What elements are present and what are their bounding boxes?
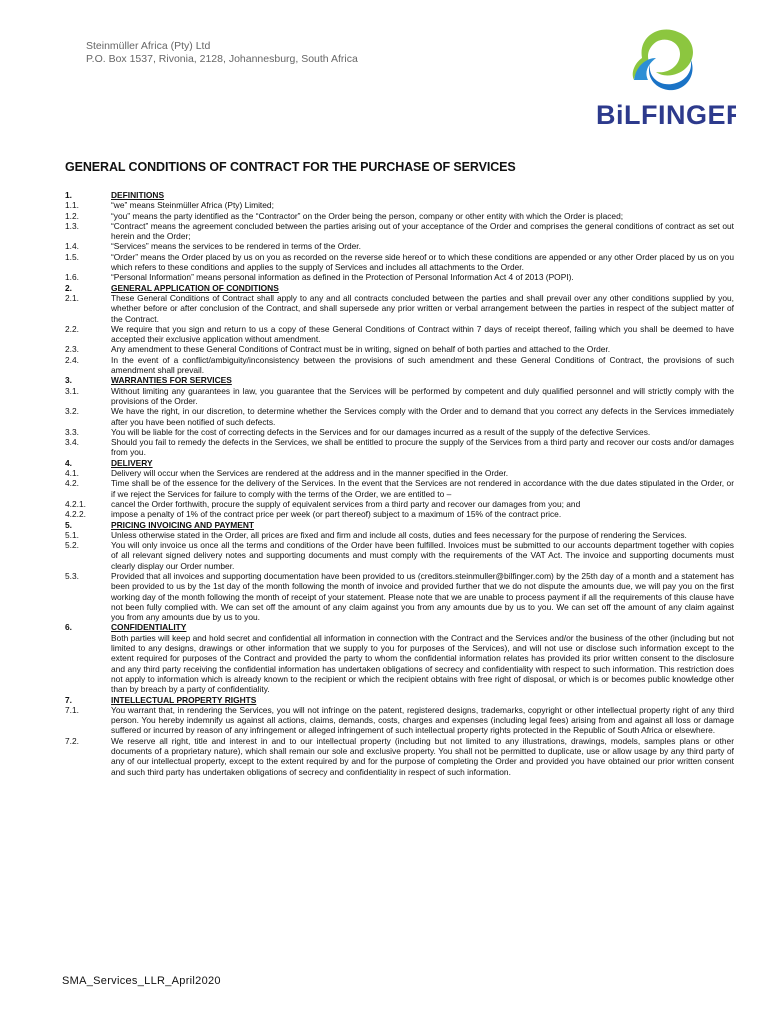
section-title: DELIVERY <box>111 457 153 468</box>
section-title: WARRANTIES FOR SERVICES <box>111 375 232 386</box>
clause-item <box>65 221 734 242</box>
clause-item <box>65 499 734 509</box>
clause-item <box>65 293 734 324</box>
section-title: CONFIDENTIALITY <box>111 622 187 633</box>
clause-number: 2.4. <box>65 354 79 365</box>
clause-number: 3.3. <box>65 426 79 437</box>
clause-text: Without limiting any guarantees in law, you guarantee that the Services will be performed by competent and duly qualified personnel and will strictly comply with the provisions of the Order. <box>111 385 734 406</box>
clause-item <box>65 571 734 622</box>
clause-item <box>65 272 734 282</box>
clause-item <box>65 324 734 345</box>
clause-number: 2.2. <box>65 323 79 334</box>
clause-item <box>65 705 734 736</box>
clause-number: 1.3. <box>65 220 79 231</box>
clause-text: “we” means Steinmüller Africa (Pty) Limited; <box>111 200 274 211</box>
clause-number: 3.4. <box>65 437 79 448</box>
clause-text: cancel the Order forthwith, procure the supply of equivalent services from a third party and recover our damages from you; and <box>111 498 581 509</box>
clause-item <box>65 509 734 519</box>
clause-number: 7.2. <box>65 735 79 746</box>
clause-number: 7. <box>65 694 72 705</box>
clause-text: You warrant that, in rendering the Services, you will not infringe on the patent, registered designs, trademarks, copyright or other intellectual property right of any third person. You hereby indemnify us against all actions, claims, demands, costs, charges and expenses (including legal fees) arising from and against all loss or damage suffered or incurred by reason of any infringement or alleged infringement of such intellectual property rights protected in the Republic of South Africa or elsewhere. <box>111 704 734 736</box>
clause-number: 6. <box>65 622 72 633</box>
clause-item <box>65 633 734 695</box>
clause-number: 1.1. <box>65 200 79 211</box>
document-footer: SMA_Services_LLR_April2020 <box>62 975 221 987</box>
clause-text: You will only invoice us once all the terms and conditions of the Order have been fulfilled. Invoices must be submitted to our accounts department together with copies of all relevant signed delivery notes and supporting documents and must comply with the requirements of the VAT Act. The invoice and supporting documents must clearly display our Order number. <box>111 540 734 571</box>
clause-text: “you” means the party identified as the “Contractor” on the Order being the person, company or other entity with which the Order is placed; <box>111 210 624 221</box>
clause-item <box>65 530 734 540</box>
clause-number: 1.5. <box>65 251 79 262</box>
clause-number: 1.4. <box>65 241 79 252</box>
clause-number: 1.2. <box>65 210 79 221</box>
clause-text: Provided that all invoices and supporting documentation have been provided to us (creditors.steinmuller@bilfinger.com) by the 25th day of a month and a statement has been provided to us by the 1st day of the month following the month of invoice and provided further that we do not dispute the amounts due, we will pay you on the first working day of the month following the month of receipt of your statement. Please note that we are unable to process payment if all the requirements of this clause have not been fully complied with. We can set off the amount of any claim against you from any amounts due by us to you. We can set off the amount of any claim against you from any amounts due by us to you. <box>111 570 734 623</box>
clause-item <box>65 478 734 499</box>
clause-text: Should you fail to remedy the defects in the Services, we shall be entitled to procure the supply of the Services from a third party and recover our costs and/or damages from you. <box>111 437 734 458</box>
company-name: Steinmüller Africa (Pty) Ltd <box>86 40 211 52</box>
clause-number: 5. <box>65 519 72 530</box>
clause-number: 4.2.1. <box>65 498 86 509</box>
clause-item <box>65 427 734 437</box>
clause-number: 2.3. <box>65 344 79 355</box>
document-title: GENERAL CONDITIONS OF CONTRACT FOR THE PURCHASE OF SERVICES <box>65 160 516 174</box>
section-heading <box>65 622 734 632</box>
company-address-block <box>86 40 358 66</box>
section-heading <box>65 695 734 705</box>
clause-number: 4. <box>65 457 72 468</box>
clause-text: We have the right, in our discretion, to determine whether the Services comply with the Order and to demand that you correct any defects in the Services immediately after you have been notified of such defects. <box>111 406 734 427</box>
clause-item <box>65 437 734 458</box>
clause-number: 5.1. <box>65 529 79 540</box>
section-title: INTELLECTUAL PROPERTY RIGHTS <box>111 694 257 705</box>
clause-text: “Contract” means the agreement concluded between the parties arising out of your acceptance of the Order and comprises the general conditions of contract as set out herein and the Order; <box>111 220 734 242</box>
clause-text: Unless otherwise stated in the Order, all prices are fixed and firm and include all costs, duties and fees necessary for the purpose of rendering the Services. <box>111 529 687 540</box>
clause-item <box>65 468 734 478</box>
clause-text: “Personal Information” means personal information as defined in the Protection of Personal Information Act 4 of 2013 (POPI). <box>111 272 574 283</box>
clause-item <box>65 386 734 407</box>
clause-text: You will be liable for the cost of correcting defects in the Services and for our damages incurred as a result of the supply of the defective Services. <box>111 426 651 437</box>
clause-text: “Order” means the Order placed by us on you as recorded on the reverse side hereof or to which these conditions are appended or any other Order placed by us on you which refers to these conditions and applies to the supply of Services and includes all attachments to the Order. <box>111 251 734 273</box>
clause-number: 4.1. <box>65 468 79 479</box>
clause-item <box>65 211 734 221</box>
section-heading <box>65 520 734 530</box>
clause-text: Both parties will keep and hold secret and confidential all information in connection with the Contract and the Services and/or the business of the other (including but not limited to any designs, drawings or other information that we supply to you for purposes of the Services), and will not use or disclose such information except to the extent required for purposes of the Contract and provided the party to whom the confidential information relates has provided its prior written consent to the disclosure and any third party receiving the confidential information has undertaken obligations of secrecy and confidentiality with respect to such information. This restriction does not apply to information which is already known to the recipient or which the recipient obtains with free right of disposal, or which is or becomes public knowledge other than by breach by a party of confidentiality. <box>111 632 734 695</box>
clause-number: 4.2. <box>65 478 79 489</box>
postal-address: P.O. Box 1537, Rivonia, 2128, Johannesburg, South Africa <box>86 53 358 65</box>
clause-number: 5.2. <box>65 540 79 551</box>
clause-number: 1. <box>65 190 72 200</box>
clause-number: 1.6. <box>65 272 79 283</box>
section-heading <box>65 283 734 293</box>
clause-number: 2. <box>65 282 72 293</box>
clause-number: 3. <box>65 375 72 386</box>
section-heading <box>65 190 734 200</box>
section-title: PRICING INVOICING AND PAYMENT <box>111 519 255 530</box>
clause-item <box>65 406 734 427</box>
clause-number: 3.2. <box>65 406 79 417</box>
conditions-body <box>65 190 734 777</box>
clause-text: Time shall be of the essence for the delivery of the Services. In the event that the Services are not rendered in accordance with the due dates stipulated in the Order, or if we reject the Services for failure to comply with the terms of the Order, we are entitled to – <box>111 478 734 499</box>
clause-item <box>65 252 734 273</box>
section-title: GENERAL APPLICATION OF CONDITIONS <box>111 282 279 293</box>
clause-number: 5.3. <box>65 570 79 581</box>
clause-text: In the event of a conflict/ambiguity/inconsistency between the provisions of such amendment and these General Conditions of Contract, the provisions of such amendment shall prevail. <box>111 354 734 376</box>
clause-text: We reserve all right, title and interest in and to our intellectual property (including but not limited to any illustrations, drawings, models, samples plans or other documents of a proprietary nature), which shall remain our sole and exclusive property. You shall not be permitted to duplicate, use or allow usage by any third party of any of our intellectual property, except to the extent required by and for the purpose of completing the Order and provided you have obtained our prior written consent and such third party has undertaken obligations of secrecy and confidentiality in respect of such information. <box>111 735 734 777</box>
clause-number: 4.2.2. <box>65 509 86 520</box>
bilfinger-logo <box>590 18 736 130</box>
clause-item <box>65 540 734 571</box>
clause-item <box>65 344 734 354</box>
section-title: DEFINITIONS <box>111 190 165 200</box>
clause-text: “Services” means the services to be rendered in terms of the Order. <box>111 241 361 252</box>
clause-item <box>65 241 734 251</box>
section-heading <box>65 458 734 468</box>
clause-number: 2.1. <box>65 292 79 303</box>
clause-text: Any amendment to these General Conditions of Contract must be in writing, signed on behalf of both parties and attached to the Order. <box>111 344 611 355</box>
clause-text: We require that you sign and return to us a copy of these General Conditions of Contract within 7 days of receipt thereof, failing which you shall be deemed to have accepted their exclusive application without amendment. <box>111 323 734 345</box>
clause-text: These General Conditions of Contract shall apply to any and all contracts concluded between the parties and shall prevail over any other conditions supplied by you, whether before or after conclusion of the Contract, and shall supersede any prior written or verbal arrangement between the parties in respect of the subject matter of the Contract. <box>111 292 734 324</box>
clause-number: 7.1. <box>65 704 79 715</box>
logo-wordmark: BiLFINGER <box>596 100 736 130</box>
section-heading <box>65 375 734 385</box>
clause-text: Delivery will occur when the Services are rendered at the address and in the manner specified in the Order. <box>111 468 509 479</box>
clause-item <box>65 736 734 777</box>
clause-number <box>65 633 111 695</box>
clause-item <box>65 200 734 210</box>
clause-item <box>65 355 734 376</box>
clause-text: impose a penalty of 1% of the contract price per week (or part thereof) subject to a maximum of 15% of the contract price. <box>111 509 562 520</box>
clause-number: 3.1. <box>65 385 79 396</box>
